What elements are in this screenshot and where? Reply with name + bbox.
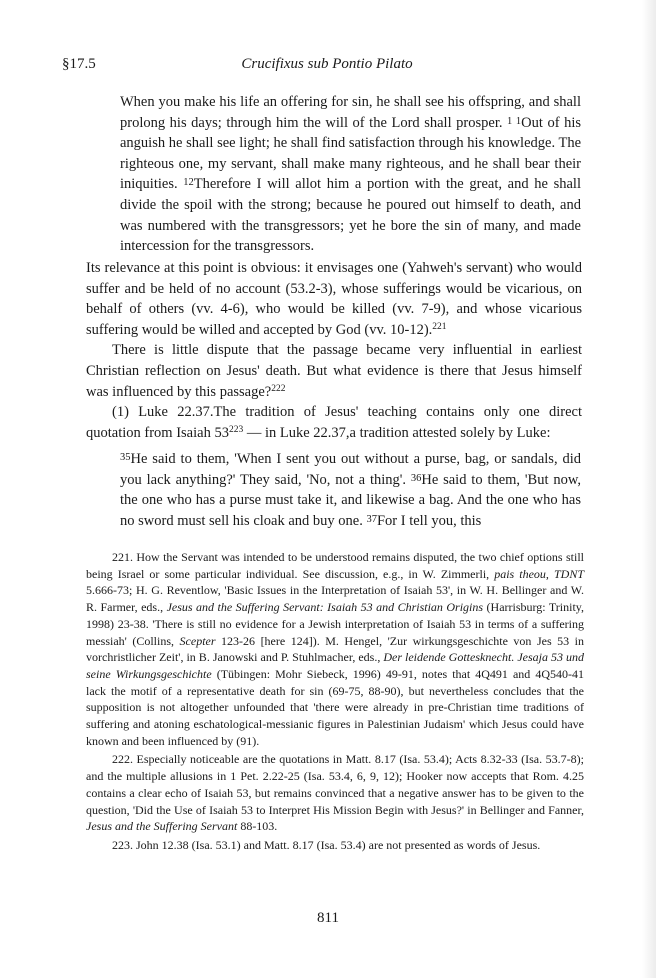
footnote-221	[86, 549, 584, 749]
verse-36-text: He said to them, 'But now, the one who has a purse must take it, and likewise a bag. And the one who has no sword must sell his cloak and buy one.	[120, 471, 581, 529]
fn221-italic-d: Jesus and the Suffering Servant: Isaiah 53 and Christian Origins	[166, 600, 484, 615]
paragraph-3-text-a: (1) Luke 22.37.The tradition of Jesus' teaching contains only one direct quotation from Isaiah 53	[86, 404, 582, 441]
page-number: 811	[317, 910, 339, 926]
fn222-text-a: 222. Especially noticeable are the quotations in Matt. 8.17 (Isa. 53.4); Acts 8.32-33 (Isa. 53.7-8); and the multiple allusions in 1 Pet. 2.22-25 (Isa. 53.4, 6, 9, 12); Hooker now accepts that Rom. 4.25 contains a clear echo of Isaiah 53, but remains convinced that a negative answer has to be given to the question, 'Did the Use of Isaiah 53 to Interpret His Mission Begin with Jesus?' in Bellinger and Fanner,	[86, 752, 584, 817]
footnotes	[86, 549, 584, 856]
footnote-222	[86, 751, 584, 835]
quote1-text-2: Out of his anguish he shall see light; he shall find satisfaction through his knowledge. The righteous one, my servant, shall make many righteous, and he shall bear their iniquities.	[120, 114, 582, 193]
section-number: §17.5	[62, 56, 96, 72]
page-edge-shadow	[642, 0, 656, 978]
paragraph-3	[86, 402, 582, 443]
luke-block-quote	[120, 449, 581, 531]
fn221-italic-f: Scepter	[179, 633, 216, 648]
verse-35-text: He said to them, 'When I sent you out without a purse, bag, or sandals, did you lack anything?' They said, 'No, not a thing'.	[120, 451, 581, 488]
verse-number-12: 12	[183, 177, 194, 189]
fn221-text-e: (Harrisburg: Trinity, 1998) 23-38. 'There is still no evidence for a Jewish interpretation of Isaiah 53 in terms of a suffering messiah' (Collins,	[86, 600, 584, 648]
isaiah-block-quote	[120, 92, 581, 257]
verse-37-text: For I tell you, this	[376, 512, 482, 529]
verse-number-37: 37	[366, 513, 377, 525]
paragraph-1	[86, 258, 582, 340]
quote1-text-3: Therefore I will allot him a portion with the great, and he shall divide the spoil with the strong; because he poured out himself to death, and was numbered with the transgressors; yet he bore the sin of many, and made intercession for the transgressors.	[120, 176, 581, 255]
paragraph-2-text: There is little dispute that the passage became very influential in earliest Christian reflection on Jesus' death. But what evidence is there that Jesus himself was influenced by this passage?	[86, 342, 582, 400]
paragraph-3-text-b: — in Luke 22.37,a tradition attested solely by Luke:	[243, 424, 551, 441]
fn221-text-i: (Tübingen: Mohr Siebeck, 1996) 49-91, notes that 4Q491 and 4Q540-41 lack the motif of a representative death for sin (69-75, 88-90), but nevertheless concludes that the supposition is not altogether unfounded that 'there were already in pre-Christian time traditions of suffering and atoning eschatological-messianic figures in Palestinian Judaism' which Jesus could have known and been influenced by (91).	[86, 666, 584, 748]
fn222-italic-b: Jesus and the Suffering Servant	[86, 819, 238, 834]
paragraph-1-text: Its relevance at this point is obvious: it envisages one (Yahweh's servant) who would suffer and be held of no account (53.2-3), whose sufferings would be vicarious, on behalf of others (vv. 4-6), who would be killed (vv. 7-9), and whose vicarious suffering would be willed and accepted by God (vv. 10-12).	[86, 260, 582, 338]
fn221-text-a: 221. How the Servant was intended to be understood remains disputed, the two chief options still being Israel or some particular individual. See discussion, e.g., in W. Zimmerli,	[86, 550, 584, 581]
verse-number-35: 35	[120, 452, 131, 463]
quote1-text-1: When you make his life an offering for sin, he shall see his offspring, and shall prolong his days; through him the will of the Lord shall prosper.	[120, 94, 581, 131]
footnote-223: 223. John 12.38 (Isa. 53.1) and Matt. 8.17 (Isa. 53.4) are not presented as words of Jesus.	[112, 837, 541, 852]
running-title: Crucifixus sub Pontio Pilato	[241, 56, 413, 72]
footnote-ref-222: 222	[271, 383, 286, 394]
fn221-text-g: 123-26 [here 124]). M. Hengel, 'Zur wirkungsgeschichte von Jes 53 in vorchristlicher Zeit', in B. Janowski and P. Stuhlmacher, eds.,	[86, 633, 584, 665]
verse-number-36: 36	[410, 472, 422, 484]
fn222-text-c: 88-103.	[237, 819, 278, 834]
fn221-italic-h: Der leidende Gottesknecht. Jesaja 53 und seine Wirkungsgeschichte	[86, 650, 584, 681]
fn221-italic-b: pais theou, TDNT	[494, 566, 585, 581]
paragraph-2	[86, 340, 582, 402]
footnote-ref-221: 221	[432, 321, 447, 332]
footnote-ref-223: 223	[228, 424, 244, 435]
verse-number-11: 1 1	[507, 115, 522, 127]
main-text	[86, 258, 582, 443]
fn221-text-c: 5.666-73; H. G. Reventlow, 'Basic Issues in the Interpretation of Isaiah 53', in W. H. Bellinger and W. R. Farmer, eds.,	[86, 583, 584, 615]
